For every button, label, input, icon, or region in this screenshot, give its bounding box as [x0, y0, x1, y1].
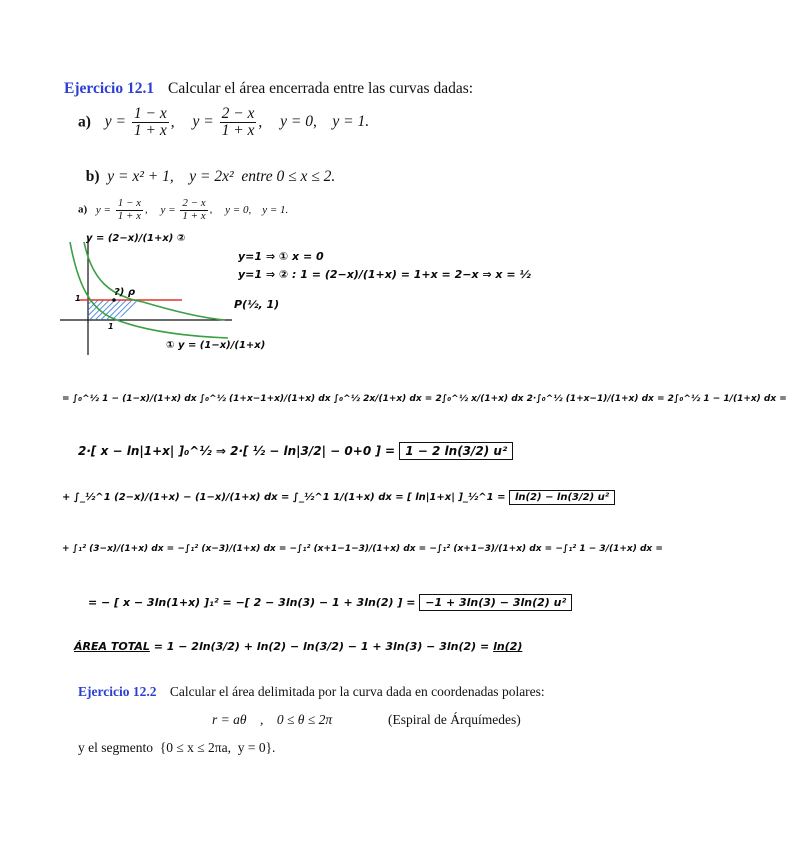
integral-line-5: = − [ x − 3ln(1+x) ]₁² = −[ 2 − 3ln(3) − 1 + 3ln(2) ] = −1 + 3ln(3) − 3ln(2) u² [88, 596, 572, 609]
part-a-label: a) [78, 113, 91, 131]
note-line-1: y=1 ⇒ ① x = 0 [238, 250, 324, 263]
result-box-3: −1 + 3ln(3) − 3ln(2) u² [419, 594, 572, 611]
exercise-2-heading [78, 684, 545, 700]
note-line-3: P(½, 1) [234, 298, 280, 311]
integral-line-2: 2·[ x − ln|1+x| ]₀^½ ⇒ 2·[ ½ − ln|3/2| − 0+0 ] = 1 − 2 ln(3/2) u² [78, 444, 513, 458]
exercise-2-formula-note: (Espiral de Árquímedes) [388, 712, 521, 727]
integral-line-1: = ∫₀^½ 1 − (1−x)/(1+x) dx ∫₀^½ (1+x−1+x)/(1+x) dx ∫₀^½ 2x/(1+x) dx = 2∫₀^½ x/(1+x) dx 2·∫₀^½ (1+x−1)/(1+x) dx = 2∫₀^½ 1 − 1/(1+x) dx = [62, 394, 787, 404]
note-line-2: y=1 ⇒ ② : 1 = (2−x)/(1+x) = 1+x = 2−x ⇒ x = ½ [238, 268, 531, 281]
graph-y1-label: 1 [75, 294, 81, 303]
exercise-2-segment: y el segmento {0 ≤ x ≤ 2πa, y = 0}. [78, 740, 276, 755]
shaded-region [88, 300, 143, 320]
result-box-1: 1 − 2 ln(3/2) u² [399, 442, 513, 460]
exercise-1-part-b: b) y = x² + 1, y = 2x² entre 0 ≤ x ≤ 2. [85, 168, 336, 185]
integral-line-3: + ∫_½^1 (2−x)/(1+x) − (1−x)/(1+x) dx = ∫_½^1 1/(1+x) dx = [ ln|1+x| ]_½^1 = ln(2) − ln(3/2) u² [62, 492, 615, 503]
intersection-point [112, 298, 116, 302]
part-a-small-copy: a) y = $\frac{1 - x}{1 + x}$ , y = $\frac{2 - x}{1 + x}$ , y = 0, y = 1. [78, 197, 289, 222]
exercise-1-label: Ejercicio 12.1 [64, 80, 155, 97]
integral-line-4: + ∫₁² (3−x)/(1+x) dx = −∫₁² (x−3)/(1+x) dx = −∫₁² (x+1−1−3)/(1+x) dx = −∫₁² (x+1−3)/(1+x) dx = −∫₁² 1 − 3/(1+x) dx = [62, 544, 663, 554]
exercise-2-statement: Calcular el área delimitada por la curva dada en coordenadas polares: [169, 684, 545, 699]
graph-top-label: y = (2−x)/(1+x) ② [86, 233, 186, 244]
exercise-1-heading [64, 80, 473, 98]
exercise-1-part-a: a) y = $\frac{1 - x}{1 + x}$ , y = $\frac{2 - x}{1 + x}$ , y = 0, y = 1. [78, 105, 370, 140]
exercise-2-formula: r = aθ , 0 ≤ θ ≤ 2π [212, 712, 333, 727]
total-area-result: ln(2) [493, 640, 523, 653]
curve-1 [70, 242, 228, 338]
total-area-line: ÁREA TOTAL = 1 − 2ln(3/2) + ln(2) − ln(3/2) − 1 + 3ln(3) − 3ln(2) = ln(2) [74, 640, 523, 653]
result-box-2: ln(2) − ln(3/2) u² [509, 490, 615, 505]
graph-bottom-label: ① y = (1−x)/(1+x) [166, 340, 266, 351]
exercise-2-label: Ejercicio 12.2 [78, 684, 157, 699]
exercise-1-statement: Calcular el área encerrada entre las curvas dadas: [167, 80, 474, 97]
total-area-label: ÁREA TOTAL [74, 640, 150, 653]
graph-point-label: ?) ρ [114, 287, 136, 298]
graph-x-tick: 1 [108, 322, 114, 331]
